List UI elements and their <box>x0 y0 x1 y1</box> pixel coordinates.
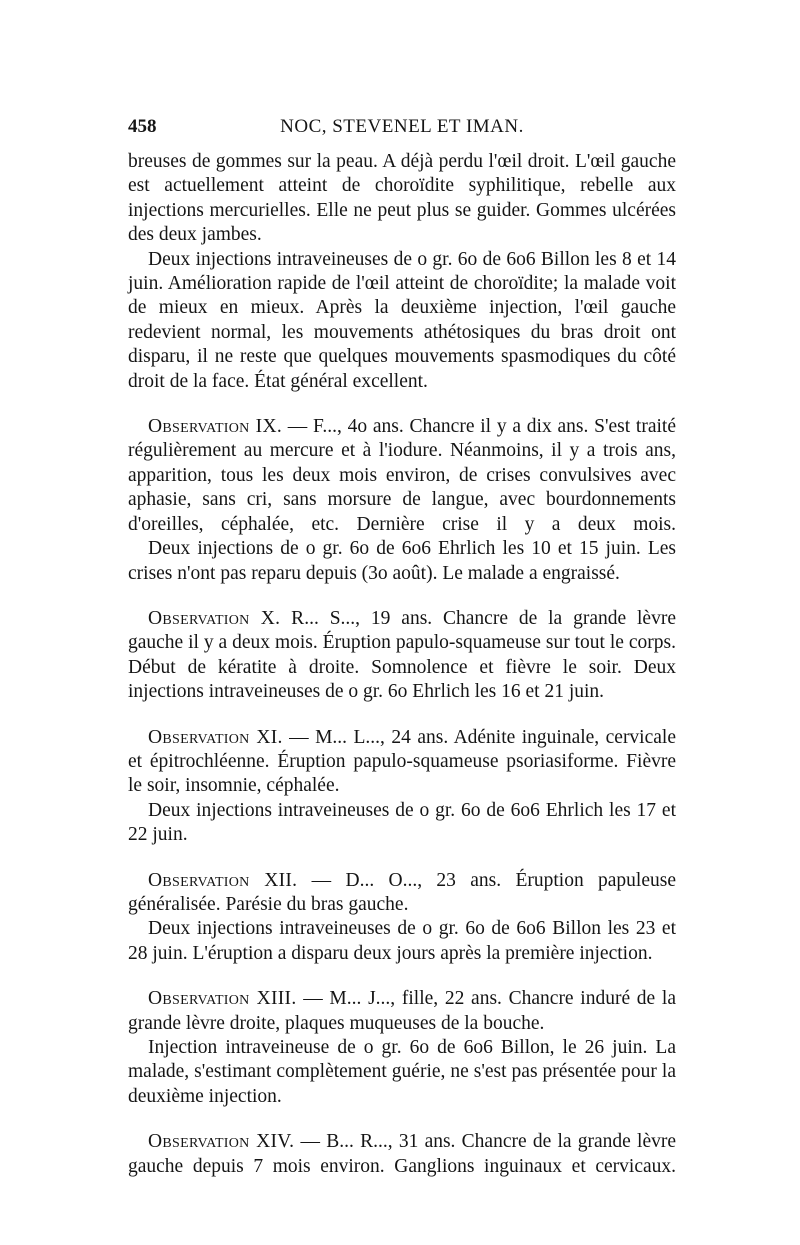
observation-paragraph: Observation IX. — F..., 4o ans. Chancre il y a dix ans. S'est traité régulièrement au mercure et à l'iodure. Néanmoins, il y a trois ans, apparition, tous les deux mois environ, de crises convulsives avec aphasie, sans cri, sans morsure de langue, avec bourdonnements d'oreilles, céphalée, etc. Dernière crise il y a deux mois. <box>128 416 676 535</box>
paragraph: Deux injections de o gr. 6o de 6o6 Ehrlich les 10 et 15 juin. Les crises n'ont pas reparu depuis (3o août). Le malade a engraissé. <box>128 538 676 584</box>
page-number: 458 <box>128 116 157 137</box>
observation-label: Observation XI. <box>148 726 283 748</box>
page-body <box>128 150 676 1179</box>
observation-paragraph: Observation X. R... S..., 19 ans. Chancre de la grande lèvre gauche il y a deux mois. Éruption papulo-squameuse sur tout le corps. Début de kératite à droite. Somnolence et fièvre le soir. Deux injections intraveineuses de o gr. 6o Ehrlich les 16 et 21 juin. <box>128 607 676 703</box>
observation-paragraph: Observation XIV. — B... R..., 31 ans. Chancre de la grande lèvre gauche depuis 7 mois environ. Ganglions inguinaux et cervicaux. <box>128 1131 677 1177</box>
page-header <box>128 116 676 140</box>
observation-label: Observation XIV. <box>148 1131 295 1153</box>
paragraph: Deux injections intraveineuses de o gr. 6o de 6o6 Billon les 23 et 28 juin. L'éruption a disparu deux jours après la première injection. <box>128 918 676 964</box>
observation-label: Observation XIII. <box>148 988 297 1010</box>
observation-label: Observation IX. <box>148 416 282 438</box>
observation-paragraph: Observation XII. — D... O..., 23 ans. Éruption papuleuse généralisée. Parésie du bras gauche. <box>128 869 676 915</box>
observation-paragraph: Observation XIII. — M... J..., fille, 22 ans. Chancre induré de la grande lèvre droite, plaques muqueuses de la bouche. <box>128 988 676 1034</box>
paragraph: Deux injections intraveineuses de o gr. 6o de 6o6 Billon les 8 et 14 juin. Amélioration rapide de l'œil atteint de choroïdite; la malade voit de mieux en mieux. Après la deuxième injection, l'œil gauche redevient normal, les mouvements athétosiques du bras droit ont disparu, il ne reste que quelques mouvements spasmodiques du côté droit de la face. État général excellent. <box>128 248 676 392</box>
observation-label: Observation XII. <box>148 869 298 891</box>
paragraph: Deux injections intraveineuses de o gr. 6o de 6o6 Ehrlich les 17 et 22 juin. <box>128 799 676 846</box>
observation-label: Observation X. <box>148 607 281 629</box>
paragraph: Injection intraveineuse de o gr. 6o de 6o6 Billon, le 26 juin. La malade, s'estimant complètement guérie, ne s'est pas présentée pour la deuxième injection. <box>128 1037 676 1107</box>
running-title: NOC, STEVENEL ET IMAN. <box>280 116 524 137</box>
observation-paragraph: Observation XI. — M... L..., 24 ans. Adénite inguinale, cervicale et épitrochléenne. Éruption papulo-squameuse psoriasiforme. Fièvre le soir, insomnie, céphalée. <box>128 726 676 797</box>
paragraph: breuses de gommes sur la peau. A déjà perdu l'œil droit. L'œil gauche est actuellement atteint de choroïdite syphilitique, rebelle aux injections mercurielles. Elle ne peut plus se guider. Gommes ulcérées des deux jambes. <box>128 151 676 246</box>
